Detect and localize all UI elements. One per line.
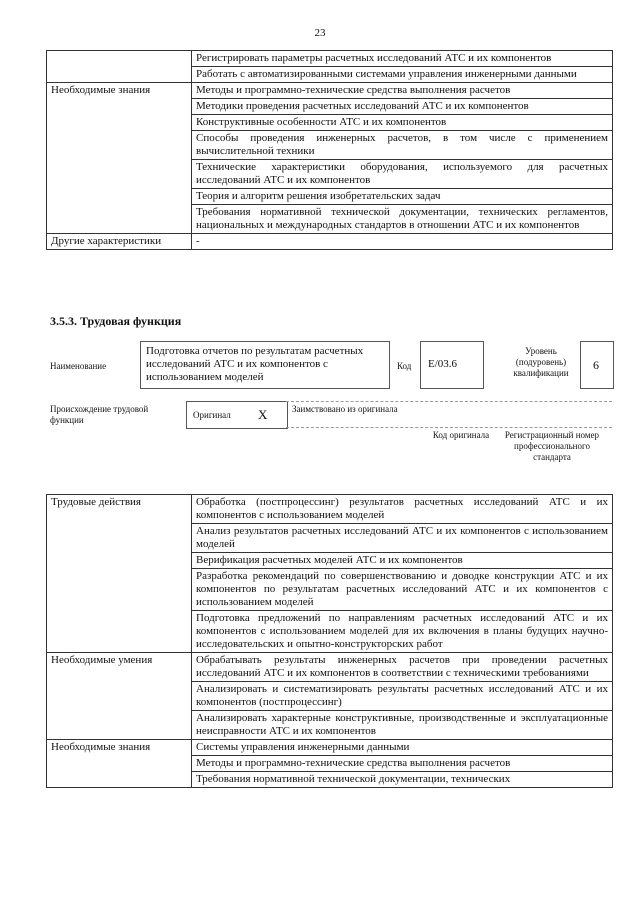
row-item: Подготовка предложений по направлениям расчетных исследований АТС и их компонентов с использованием моделей для их включения в планы будущих научно-исследовательских и опытно-конструкторских работ — [192, 611, 613, 653]
row-item: Регистрировать параметры расчетных исследований АТС и их компонентов — [192, 51, 613, 67]
row-label: Необходимые знания — [47, 740, 192, 788]
row-item: Требования нормативной технической документации, технических — [192, 772, 613, 788]
row-item: Анализировать характерные конструктивные, производственные и эксплуатационные неисправности АТС и их компонентов — [192, 711, 613, 740]
code-label: Код — [397, 361, 412, 371]
origin-dash-1 — [286, 401, 612, 402]
name-value: Подготовка отчетов по результатам расчетных исследований АТС и их компонентов с использованием моделей — [146, 345, 364, 383]
row-item: Технические характеристики оборудования, используемого для расчетных исследований АТС и их компонентов — [192, 160, 613, 189]
table-row — [47, 495, 613, 524]
table-row — [47, 653, 613, 682]
row-item: Системы управления инженерными данными — [192, 740, 613, 756]
borrowed-label: Заимствовано из оригинала — [292, 404, 398, 414]
row-label: Необходимые умения — [47, 653, 192, 740]
row-item: Методики проведения расчетных исследований АТС и их компонентов — [192, 99, 613, 115]
table-row — [47, 83, 613, 99]
code-value: E/03.6 — [428, 358, 458, 370]
name-label: Наименование — [50, 361, 107, 371]
code-original-label: Код оригинала — [432, 430, 490, 440]
labor-actions-table — [46, 494, 613, 788]
reg-number-label: Регистрационный номер профессионального стандарта — [504, 430, 600, 462]
row-label — [47, 51, 192, 83]
table-row — [47, 740, 613, 756]
row-item: Методы и программно-технические средства выполнения расчетов — [192, 756, 613, 772]
row-item: Способы проведения инженерных расчетов, в том числе с применением вычислительной техники — [192, 131, 613, 160]
origin-label: Происхождение трудовой функции — [50, 404, 149, 425]
original-label: Оригинал — [193, 410, 231, 420]
table-row — [47, 234, 613, 250]
origin-dash-2 — [286, 427, 612, 428]
page-number: 23 — [314, 27, 326, 39]
row-item: Требования нормативной технической документации, технических регламентов, национальных и международных стандартов в отношении АТС и их компонентов — [192, 205, 613, 234]
knowledge-table-top — [46, 50, 613, 250]
table-row — [47, 51, 613, 67]
row-item: Анализ результатов расчетных исследований АТС и их компонентов с использованием моделей — [192, 524, 613, 553]
row-item: Обрабатывать результаты инженерных расчетов при проведении расчетных исследований АТС и их компонентов в соответствии с техническими требованиями — [192, 653, 613, 682]
row-item: Методы и программно-технические средства выполнения расчетов — [192, 83, 613, 99]
row-item: Анализировать и систематизировать результаты расчетных исследований АТС и их компонентов (постпроцессинг) — [192, 682, 613, 711]
row-label: Трудовые действия — [47, 495, 192, 653]
row-item: Конструктивные особенности АТС и их компонентов — [192, 115, 613, 131]
row-item: Работать с автоматизированными системами управления инженерными данными — [192, 67, 613, 83]
row-item: Разработка рекомендаций по совершенствованию и доводке конструкции АТС и их компонентов по результатам расчетных исследований АТС и их компонентов с использованием моделей — [192, 569, 613, 611]
section-title: 3.5.3. Трудовая функция — [50, 314, 182, 328]
row-item: Обработка (постпроцессинг) результатов расчетных исследований АТС и их компонентов с использованием моделей — [192, 495, 613, 524]
original-mark: X — [258, 407, 268, 422]
row-item: Верификация расчетных моделей АТС и их компонентов — [192, 553, 613, 569]
level-value: 6 — [593, 358, 599, 372]
level-label: Уровень (подуровень) квалификации — [513, 346, 569, 378]
row-item: Теория и алгоритм решения изобретательских задач — [192, 189, 613, 205]
row-label: Другие характеристики — [47, 234, 192, 250]
row-item: - — [192, 234, 613, 250]
row-label: Необходимые знания — [47, 83, 192, 234]
